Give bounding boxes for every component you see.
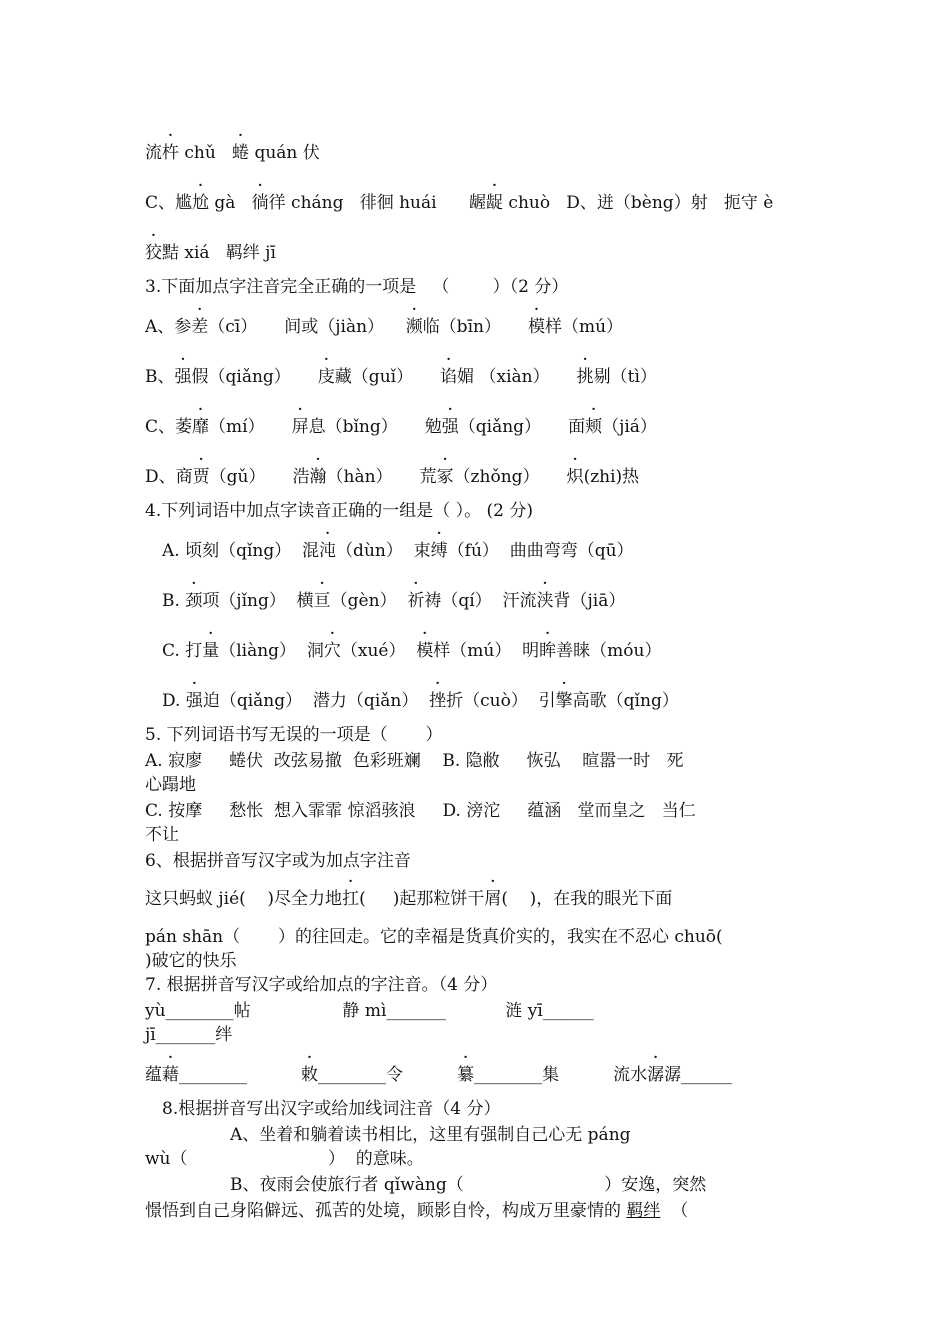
text-segment: 蕴: [145, 1065, 162, 1085]
text-segment: 高歌（qǐng）: [572, 691, 679, 711]
text-segment: pán shān（ ）的往回走。它的幸福是货真价实的，我实在不忍心 chuō(: [145, 927, 723, 947]
text-segment: 憬悟到自己身陷僻远、孤苦的处境，顾影自怜，构成万里豪情的: [145, 1201, 627, 1221]
text-segment: 黠 xiá 羁绊 jī: [162, 243, 276, 263]
text-line: [145, 1200, 688, 1222]
text-segment: 息（bǐng） 勉: [308, 417, 442, 437]
text-segment: ( )起那粒饼干: [359, 889, 485, 909]
text-segment: ________: [165, 1001, 234, 1021]
text-line: [145, 974, 497, 996]
text-segment: 剔（tì）: [593, 367, 657, 387]
text-segment: （: [660, 1201, 689, 1221]
text-segment: _______: [386, 1001, 446, 1021]
text-line: [145, 888, 672, 910]
text-line: [145, 800, 696, 822]
text-segment: 流: [145, 143, 162, 163]
text-line: [145, 276, 568, 298]
dotted-char: 祈: [407, 591, 425, 611]
text-segment: 假（qiǎng）: [191, 367, 318, 387]
text-line: [162, 540, 634, 562]
text-segment: （gèn）: [330, 591, 408, 611]
dotted-char: 亘: [313, 591, 331, 611]
dotted-char: 沌: [319, 541, 337, 561]
text-segment: 背（jiā）: [553, 591, 626, 611]
text-segment: 迫（qiǎng） 潜力（qiǎn）: [202, 691, 430, 711]
text-line: [145, 1000, 594, 1022]
text-line: [145, 1064, 732, 1086]
text-segment: 8.根据拼音写出汉字或给加线词注音（4 分）: [162, 1099, 501, 1119]
dotted-char: 冢: [436, 467, 454, 487]
dotted-char: 颈: [185, 591, 203, 611]
text-segment: （xué）: [340, 641, 417, 661]
dotted-char: 缚: [430, 541, 448, 561]
text-segment: （fú） 曲曲弯弯（qū）: [447, 541, 634, 561]
text-segment: 7. 根据拼音写汉字或给加点的字注音。（4 分）: [145, 975, 498, 995]
text-segment: C、萎: [145, 417, 193, 437]
text-segment: （jiá）: [602, 417, 657, 437]
text-segment: 样（mú）: [544, 317, 624, 337]
text-segment: chuò D、迸（bèng）射 扼守 è: [503, 193, 774, 213]
text-line: [230, 1174, 706, 1196]
text-segment: (zhi)热: [583, 467, 640, 487]
dotted-char: 强: [185, 691, 203, 711]
text-line: [145, 926, 723, 948]
text-segment: A. 顷: [162, 541, 203, 561]
text-line: [162, 690, 679, 712]
text-segment: yù: [145, 1001, 166, 1021]
text-segment: 6、根据拼音写汉字或为加点字注音: [145, 851, 411, 871]
text-line: [145, 242, 276, 264]
text-segment: B.: [162, 591, 186, 611]
text-segment: 或: [301, 317, 319, 337]
text-segment: （gǔ） 浩: [209, 467, 310, 487]
text-line: [145, 950, 237, 972]
text-segment: （qǐng） 混: [219, 541, 320, 561]
text-line: [145, 824, 179, 846]
dotted-char: 靡: [192, 417, 210, 437]
dotted-char: 贾: [192, 467, 210, 487]
text-line: [162, 590, 625, 612]
dotted-char: 潺: [647, 1065, 665, 1085]
text-segment: D.: [162, 691, 186, 711]
text-segment: 不让: [145, 825, 179, 845]
dotted-char: 龊: [486, 193, 504, 213]
text-segment: （dùn） 束: [336, 541, 431, 561]
text-segment: 刻: [202, 541, 220, 561]
text-segment: A、坐着和躺着读书相比，这里有强制自己心无 páng: [230, 1125, 631, 1145]
dotted-char: 尬: [192, 193, 210, 213]
text-segment: 这只蚂蚁 jié( )尽全力地: [145, 889, 343, 909]
text-segment: A、参: [145, 317, 192, 337]
dotted-char: 庋: [317, 367, 335, 387]
text-line: [145, 500, 533, 522]
text-segment: ________令: [318, 1065, 458, 1085]
dotted-char: 擎: [555, 691, 573, 711]
text-segment: C、尴: [145, 193, 193, 213]
text-line: [145, 724, 442, 746]
dotted-char: 纂: [457, 1065, 475, 1085]
text-segment: 祷（qí） 汗流: [424, 591, 537, 611]
dotted-char: 差: [191, 317, 209, 337]
dotted-char: 浃: [536, 591, 554, 611]
text-segment: 藏（guǐ）: [334, 367, 441, 387]
text-line: [145, 1024, 232, 1046]
text-segment: C. 按摩 愁怅 想入霏霏 惊滔骇浪 D. 滂沱 蕴涵 堂而皇之 当仁: [145, 801, 696, 821]
text-segment: 4.下列词语中加点字读音正确的一组是（ ）。 (2 分): [145, 501, 534, 521]
text-segment: （zhǒng）: [453, 467, 567, 487]
text-segment: chǔ: [179, 143, 233, 163]
text-segment: （hàn） 荒: [326, 467, 437, 487]
text-segment: ________: [179, 1065, 302, 1085]
dotted-char: 量: [202, 641, 220, 661]
text-segment: 涟 yī______: [445, 1001, 594, 1021]
dotted-char: 濒: [405, 317, 423, 337]
text-segment: 善睐（móu）: [556, 641, 662, 661]
dotted-char: 模: [527, 317, 545, 337]
dotted-char: 挑: [576, 367, 594, 387]
dotted-char: 眸: [539, 641, 557, 661]
text-segment: 临（bīn）: [422, 317, 528, 337]
text-segment: jī_______绊: [145, 1025, 233, 1045]
dotted-char: 模: [416, 641, 434, 661]
dotted-char: 炽: [566, 467, 584, 487]
text-segment: 徉 cháng 徘徊 huái 龌: [268, 193, 487, 213]
dotted-char: 颊: [585, 417, 603, 437]
dotted-char: 屑: [484, 889, 502, 909]
text-segment: （cī） 间: [208, 317, 302, 337]
text-line: [145, 750, 683, 772]
text-line: [145, 316, 623, 338]
text-segment: 项（jǐng） 横: [202, 591, 314, 611]
text-segment: D、商: [145, 467, 193, 487]
text-segment: 媚 （xiàn）: [457, 367, 577, 387]
text-line: [162, 640, 661, 662]
text-line: [145, 416, 657, 438]
text-line: [230, 1124, 631, 1146]
text-line: [145, 192, 773, 214]
dotted-char: 敕: [301, 1065, 319, 1085]
dotted-char: 狡: [145, 243, 162, 263]
text-line: [145, 142, 320, 164]
text-segment: 心蹋地: [145, 775, 196, 795]
dotted-char: 杵: [162, 143, 179, 163]
text-segment: B、: [145, 367, 175, 387]
text-line: [145, 466, 639, 488]
text-segment: )破它的快乐: [145, 951, 237, 971]
dotted-char: 瀚: [309, 467, 327, 487]
dotted-char: 藉: [162, 1065, 179, 1085]
text-segment: 潺______: [664, 1065, 733, 1085]
text-segment: B、夜雨会使旅行者 qǐwàng（ ）安逸，突然: [230, 1175, 707, 1195]
text-line: [145, 366, 657, 388]
dotted-char: 挫: [429, 691, 447, 711]
text-segment: 帖 静 mì: [233, 1001, 387, 1021]
dotted-char: 蜷: [232, 143, 250, 163]
dotted-char: 穴: [323, 641, 341, 661]
text-segment: 3.下面加点字注音完全正确的一项是 （ ）（2 分）: [145, 277, 569, 297]
text-segment: 5. 下列词语书写无误的一项是（ ）: [145, 725, 443, 745]
dotted-char: 屏: [291, 417, 309, 437]
text-segment: （jiàn）: [318, 317, 406, 337]
text-line: [145, 774, 196, 796]
dotted-char: 谄: [440, 367, 458, 387]
text-segment: （liàng） 洞: [219, 641, 324, 661]
text-segment: C. 打: [162, 641, 203, 661]
underlined-word: 羁绊: [626, 1201, 661, 1221]
dotted-char: 扛: [342, 889, 360, 909]
text-segment: gà: [209, 193, 252, 213]
text-line: [145, 1148, 424, 1170]
text-segment: 样（mú） 明: [433, 641, 540, 661]
text-line: [162, 1098, 500, 1120]
text-segment: ________集 流水: [474, 1065, 648, 1085]
text-segment: A. 寂廖 蜷伏 改弦易撤 色彩班斓 B. 隐敝 恢弘 暄嚣一时 死: [145, 751, 684, 771]
dotted-char: 强: [174, 367, 192, 387]
text-segment: （mí）: [209, 417, 292, 437]
text-line: [145, 850, 411, 872]
dotted-char: 徜: [251, 193, 269, 213]
text-segment: 折（cuò） 引: [446, 691, 556, 711]
text-segment: quán 伏: [249, 143, 320, 163]
text-segment: （qiǎng） 面: [458, 417, 586, 437]
text-segment: ( )，在我的眼光下面: [501, 889, 673, 909]
dotted-char: 强: [441, 417, 459, 437]
text-segment: wù（ ） 的意味。: [145, 1149, 424, 1169]
